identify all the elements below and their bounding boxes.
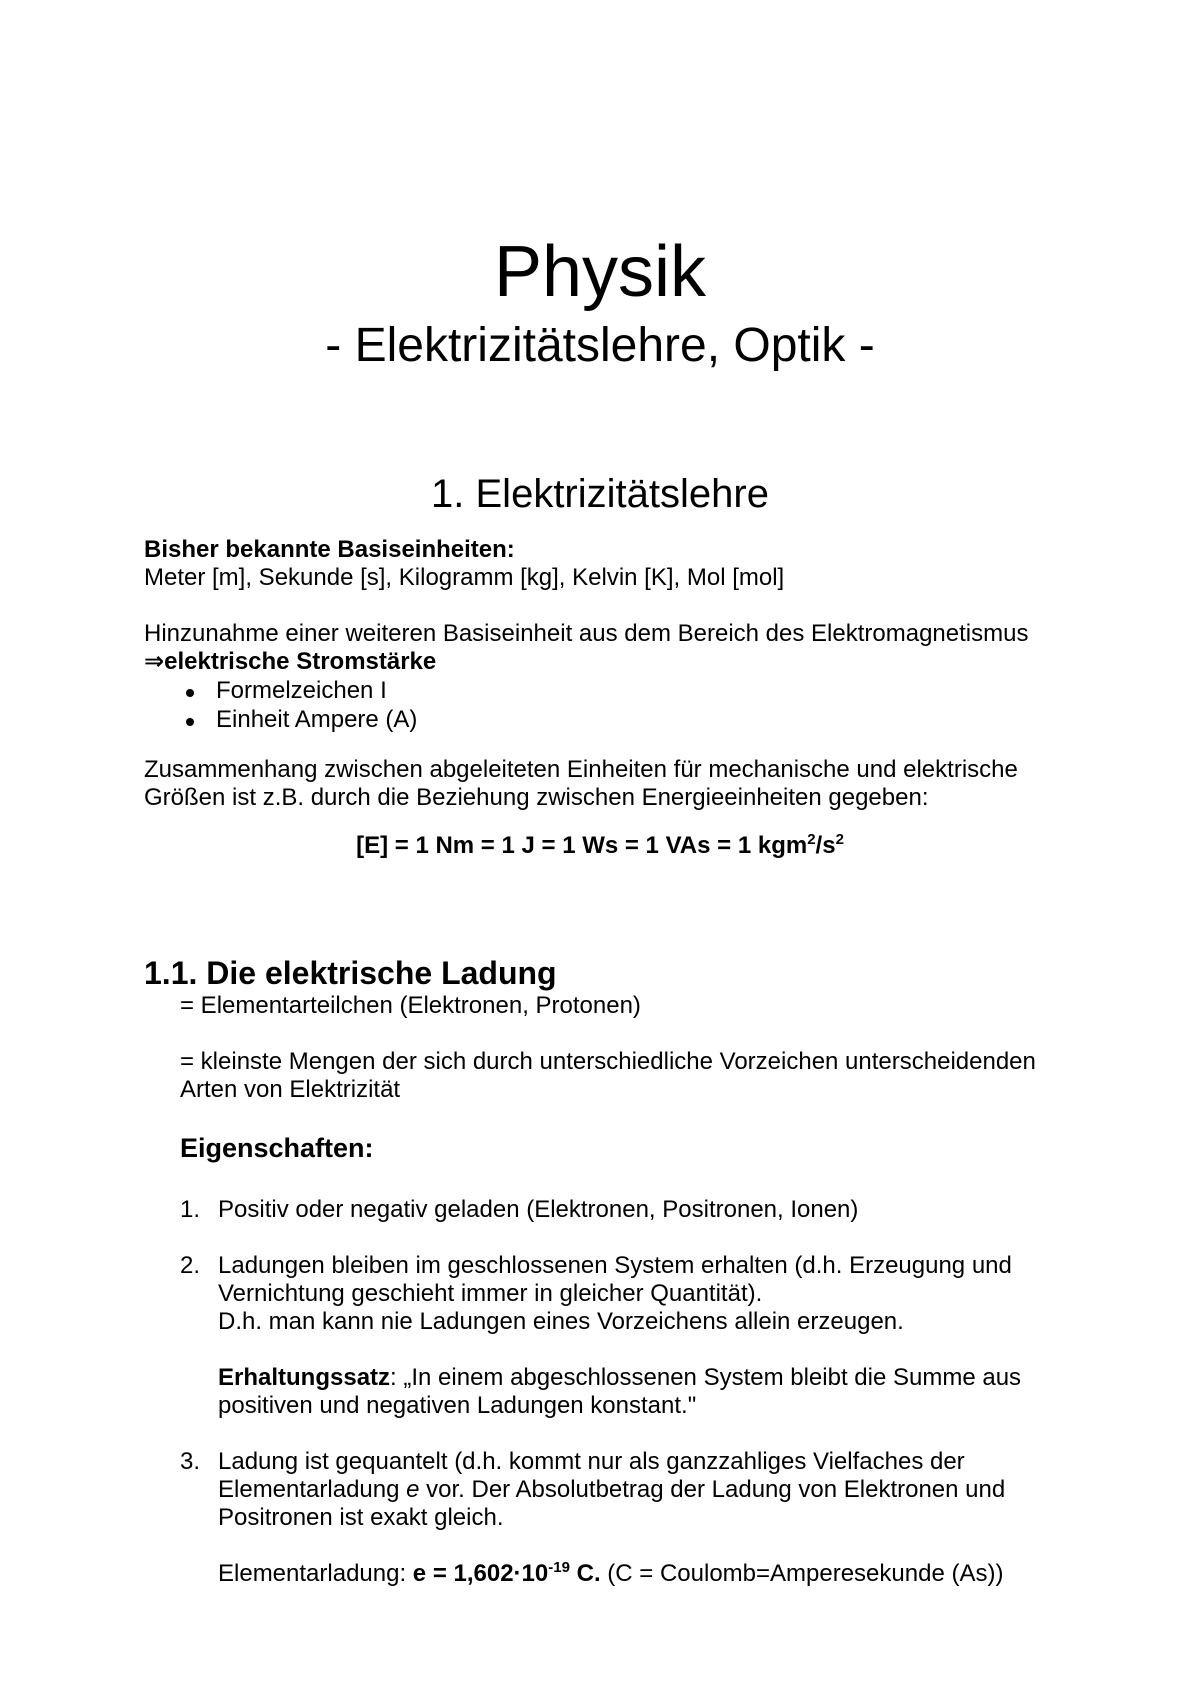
charge-unit: C. [569, 1560, 601, 1587]
elementary-charge-symbol: e [406, 1476, 420, 1503]
formula-exponent: 2 [835, 831, 844, 848]
elementary-charge-line [218, 1560, 1003, 1588]
properties-heading: Eigenschaften: [180, 1133, 374, 1163]
formula-exponent: 2 [807, 831, 816, 848]
list-item-text: Vernichtung geschieht immer in gleicher Quantität). [218, 1280, 763, 1307]
basis-heading: Bisher bekannte Basiseinheiten: [144, 536, 515, 563]
list-item-text: Positiv oder negativ geladen (Elektronen, Positronen, Ionen) [218, 1196, 859, 1223]
charge-note: (C = Coulomb=Amperesekunde (As)) [600, 1560, 1004, 1587]
chapter-heading: 1. Elektrizitätslehre [431, 472, 769, 516]
formula-main: [E] = 1 Nm = 1 J = 1 Ws = 1 VAs = 1 kgm [356, 832, 808, 859]
list-item-text: Ladung ist gequantelt (d.h. kommt nur als ganzzahliges Vielfaches der [218, 1448, 965, 1475]
list-item-number: 1. [180, 1196, 201, 1223]
addition-result-text: elektrische Stromstärke [164, 648, 437, 675]
charge-label: Elementarladung: [218, 1560, 413, 1587]
formula-mid: /s [815, 832, 836, 859]
list-item-text [218, 1476, 1005, 1504]
implies-arrow-icon: ⇒ [144, 648, 165, 675]
conservation-law-text: „In einem abgeschlossenen System bleibt die Summe aus [403, 1364, 1022, 1391]
charge-value: e = 1,602·10 [412, 1560, 549, 1587]
definition-2-line-1: = kleinste Mengen der sich durch unterschiedliche Vorzeichen unterscheidenden [180, 1048, 1036, 1075]
page-title: Physik [493, 232, 707, 312]
conservation-law-text: positiven und negativen Ladungen konstant." [218, 1392, 697, 1419]
bullet-dot-icon [186, 689, 194, 697]
relation-line-2: Größen ist z.B. durch die Beziehung zwischen Energieeinheiten gegeben: [144, 784, 929, 811]
relation-line-1: Zusammenhang zwischen abgeleiteten Einheiten für mechanische und elektrische [144, 756, 1018, 783]
list-item-text: D.h. man kann nie Ladungen eines Vorzeichens allein erzeugen. [218, 1308, 904, 1335]
conservation-law-label: Erhaltungssatz [218, 1364, 391, 1391]
energy-formula [0, 832, 1200, 860]
list-item-number: 3. [180, 1448, 201, 1475]
bullet-item: Einheit Ampere (A) [216, 706, 418, 733]
list-item-text: Positronen ist exakt gleich. [218, 1504, 504, 1531]
addition-result [144, 648, 436, 676]
text-fragment: Elementarladung [218, 1476, 407, 1503]
page-subtitle: - Elektrizitätslehre, Optik - [325, 319, 875, 372]
definition-2-line-2: Arten von Elektrizität [180, 1076, 401, 1103]
list-item-text: Ladungen bleiben im geschlossenen System erhalten (d.h. Erzeugung und [218, 1252, 1012, 1279]
text-fragment: vor. Der Absolutbetrag der Ladung von Elektronen und [419, 1476, 1006, 1503]
list-item-number: 2. [180, 1252, 201, 1279]
bullet-item: Formelzeichen I [216, 677, 387, 704]
conservation-law-colon: : [390, 1364, 404, 1391]
conservation-law [218, 1364, 1021, 1392]
basis-units: Meter [m], Sekunde [s], Kilogramm [kg], Kelvin [K], Mol [mol] [144, 564, 785, 591]
charge-exponent: -19 [548, 1559, 570, 1576]
addition-text: Hinzunahme einer weiteren Basiseinheit aus dem Bereich des Elektromagnetismus [144, 620, 1029, 647]
definition-1: = Elementarteilchen (Elektronen, Protonen) [180, 992, 641, 1019]
bullet-dot-icon [186, 718, 194, 726]
section-heading: 1.1. Die elektrische Ladung [144, 955, 557, 991]
